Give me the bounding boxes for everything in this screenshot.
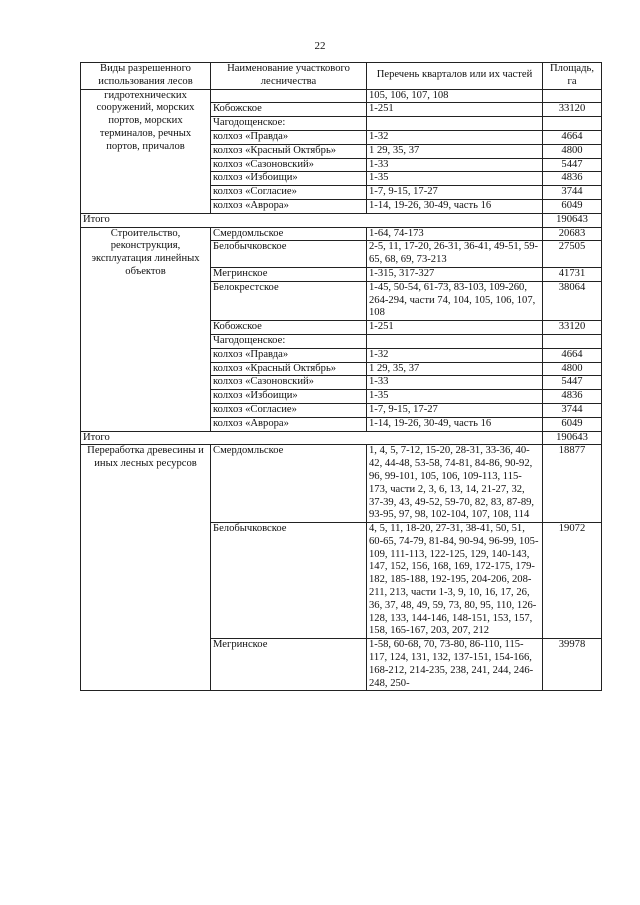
forestry-cell: Белобычковское — [211, 241, 367, 268]
use-type-cell: гидротехнических сооружений, морских портов, морских терминалов, речных портов, причалов — [81, 89, 211, 213]
forestry-cell: Мегринское — [211, 267, 367, 281]
area-cell: 27505 — [543, 241, 602, 268]
forestry-cell: Мегринское — [211, 639, 367, 691]
quarters-cell: 4, 5, 11, 18-20, 27-31, 38-41, 50, 51, 60-65, 74-79, 81-84, 90-94, 96-99, 105-109, 111-113, 122-125, 129, 140-143, 147, 152, 156, 168, 169, 172-175, 179-182, 185-188, 192-195, 204-206, 208-211, 213, части 1-3, 9, 10, 16, 17, 26, 36, 37, 48, 49, 59, 73, 80, 95, 110, 126-128, 133, 144-146, 148-151, 153, 157, 158, 165-167, 203, 207, 212 — [367, 523, 543, 639]
table-row — [81, 89, 602, 103]
area-cell: 18877 — [543, 445, 602, 523]
area-cell: 4800 — [543, 144, 602, 158]
area-cell: 38064 — [543, 281, 602, 320]
area-cell: 4664 — [543, 130, 602, 144]
area-cell: 6049 — [543, 199, 602, 213]
forestry-cell — [211, 89, 367, 103]
quarters-cell: 1-58, 60-68, 70, 73-80, 86-110, 115-117, 124, 131, 132, 137-151, 154-166, 168-212, 214-235, 238, 241, 244, 246-248, 250- — [367, 639, 543, 691]
total-label: Итого — [81, 431, 543, 445]
area-cell — [543, 89, 602, 103]
forestry-cell: Белокрестское — [211, 281, 367, 320]
quarters-cell: 1-251 — [367, 321, 543, 335]
forest-use-table — [80, 62, 602, 691]
forestry-cell: Белобычковское — [211, 523, 367, 639]
table-body — [81, 63, 602, 691]
quarters-cell: 1-315, 317-327 — [367, 267, 543, 281]
forestry-cell: колхоз «Красный Октябрь» — [211, 362, 367, 376]
forestry-cell: колхоз «Сазоновский» — [211, 376, 367, 390]
forestry-cell: колхоз «Избоищи» — [211, 390, 367, 404]
forestry-cell: колхоз «Аврора» — [211, 199, 367, 213]
quarters-cell: 1-7, 9-15, 17-27 — [367, 403, 543, 417]
forestry-cell: Смердомльское — [211, 227, 367, 241]
area-cell: 4836 — [543, 390, 602, 404]
area-cell: 19072 — [543, 523, 602, 639]
total-area: 190643 — [543, 213, 602, 227]
header-quarters: Перечень кварталов или их частей — [367, 63, 543, 90]
area-cell: 20683 — [543, 227, 602, 241]
quarters-cell — [367, 334, 543, 348]
area-cell: 3744 — [543, 186, 602, 200]
header-area: Площадь, га — [543, 63, 602, 90]
area-cell: 5447 — [543, 158, 602, 172]
forestry-cell: Кобожское — [211, 321, 367, 335]
forestry-cell: колхоз «Правда» — [211, 130, 367, 144]
forestry-cell: колхоз «Аврора» — [211, 417, 367, 431]
total-row — [81, 431, 602, 445]
quarters-cell: 1-7, 9-15, 17-27 — [367, 186, 543, 200]
quarters-cell: 1-32 — [367, 348, 543, 362]
area-cell: 39978 — [543, 639, 602, 691]
forestry-cell: Кобожское — [211, 103, 367, 117]
quarters-cell: 1-33 — [367, 376, 543, 390]
quarters-cell: 105, 106, 107, 108 — [367, 89, 543, 103]
area-cell: 33120 — [543, 103, 602, 117]
quarters-cell: 1-45, 50-54, 61-73, 83-103, 109-260, 264-294, части 74, 104, 105, 106, 107, 108 — [367, 281, 543, 320]
quarters-cell: 1 29, 35, 37 — [367, 362, 543, 376]
forestry-cell: колхоз «Избоищи» — [211, 172, 367, 186]
page-number: 22 — [314, 40, 326, 52]
table-row — [81, 445, 602, 523]
area-cell — [543, 117, 602, 131]
forestry-cell: Чагодощенское: — [211, 117, 367, 131]
quarters-cell: 1-35 — [367, 172, 543, 186]
quarters-cell: 1-32 — [367, 130, 543, 144]
table-row — [81, 227, 602, 241]
forestry-cell: Смердомльское — [211, 445, 367, 523]
header-forestry: Наименование участкового лесничества — [211, 63, 367, 90]
area-cell: 4664 — [543, 348, 602, 362]
area-cell: 5447 — [543, 376, 602, 390]
area-cell: 33120 — [543, 321, 602, 335]
use-type-cell: Строительство, реконструкция, эксплуатация линейных объектов — [81, 227, 211, 431]
quarters-cell: 1-64, 74-173 — [367, 227, 543, 241]
quarters-cell: 1-33 — [367, 158, 543, 172]
quarters-cell: 1-251 — [367, 103, 543, 117]
area-cell: 3744 — [543, 403, 602, 417]
forestry-cell: колхоз «Правда» — [211, 348, 367, 362]
area-cell: 4800 — [543, 362, 602, 376]
area-cell: 6049 — [543, 417, 602, 431]
quarters-cell: 1 29, 35, 37 — [367, 144, 543, 158]
quarters-cell — [367, 117, 543, 131]
forestry-cell: Чагодощенское: — [211, 334, 367, 348]
quarters-cell: 2-5, 11, 17-20, 26-31, 36-41, 49-51, 59-65, 68, 69, 73-213 — [367, 241, 543, 268]
quarters-cell: 1, 4, 5, 7-12, 15-20, 28-31, 33-36, 40-42, 44-48, 53-58, 74-81, 84-86, 90-92, 96, 99-101, 105, 106, 109-113, 115-173, части 2, 3, 6, 13, 14, 21-27, 32, 37-39, 43, 49-52, 59-70, 82, 83, 87-89, 93-95, 97, 98, 102-104, 107, 108, 114 — [367, 445, 543, 523]
area-cell — [543, 334, 602, 348]
header-use: Виды разрешенного использования лесов — [81, 63, 211, 90]
total-row — [81, 213, 602, 227]
total-area: 190643 — [543, 431, 602, 445]
forestry-cell: колхоз «Согласие» — [211, 403, 367, 417]
header-row — [81, 63, 602, 90]
use-type-cell: Переработка древесины и иных лесных ресурсов — [81, 445, 211, 691]
total-label: Итого — [81, 213, 543, 227]
area-cell: 4836 — [543, 172, 602, 186]
forestry-cell: колхоз «Согласие» — [211, 186, 367, 200]
quarters-cell: 1-14, 19-26, 30-49, часть 16 — [367, 199, 543, 213]
forestry-cell: колхоз «Сазоновский» — [211, 158, 367, 172]
area-cell: 41731 — [543, 267, 602, 281]
quarters-cell: 1-14, 19-26, 30-49, часть 16 — [367, 417, 543, 431]
quarters-cell: 1-35 — [367, 390, 543, 404]
forestry-cell: колхоз «Красный Октябрь» — [211, 144, 367, 158]
